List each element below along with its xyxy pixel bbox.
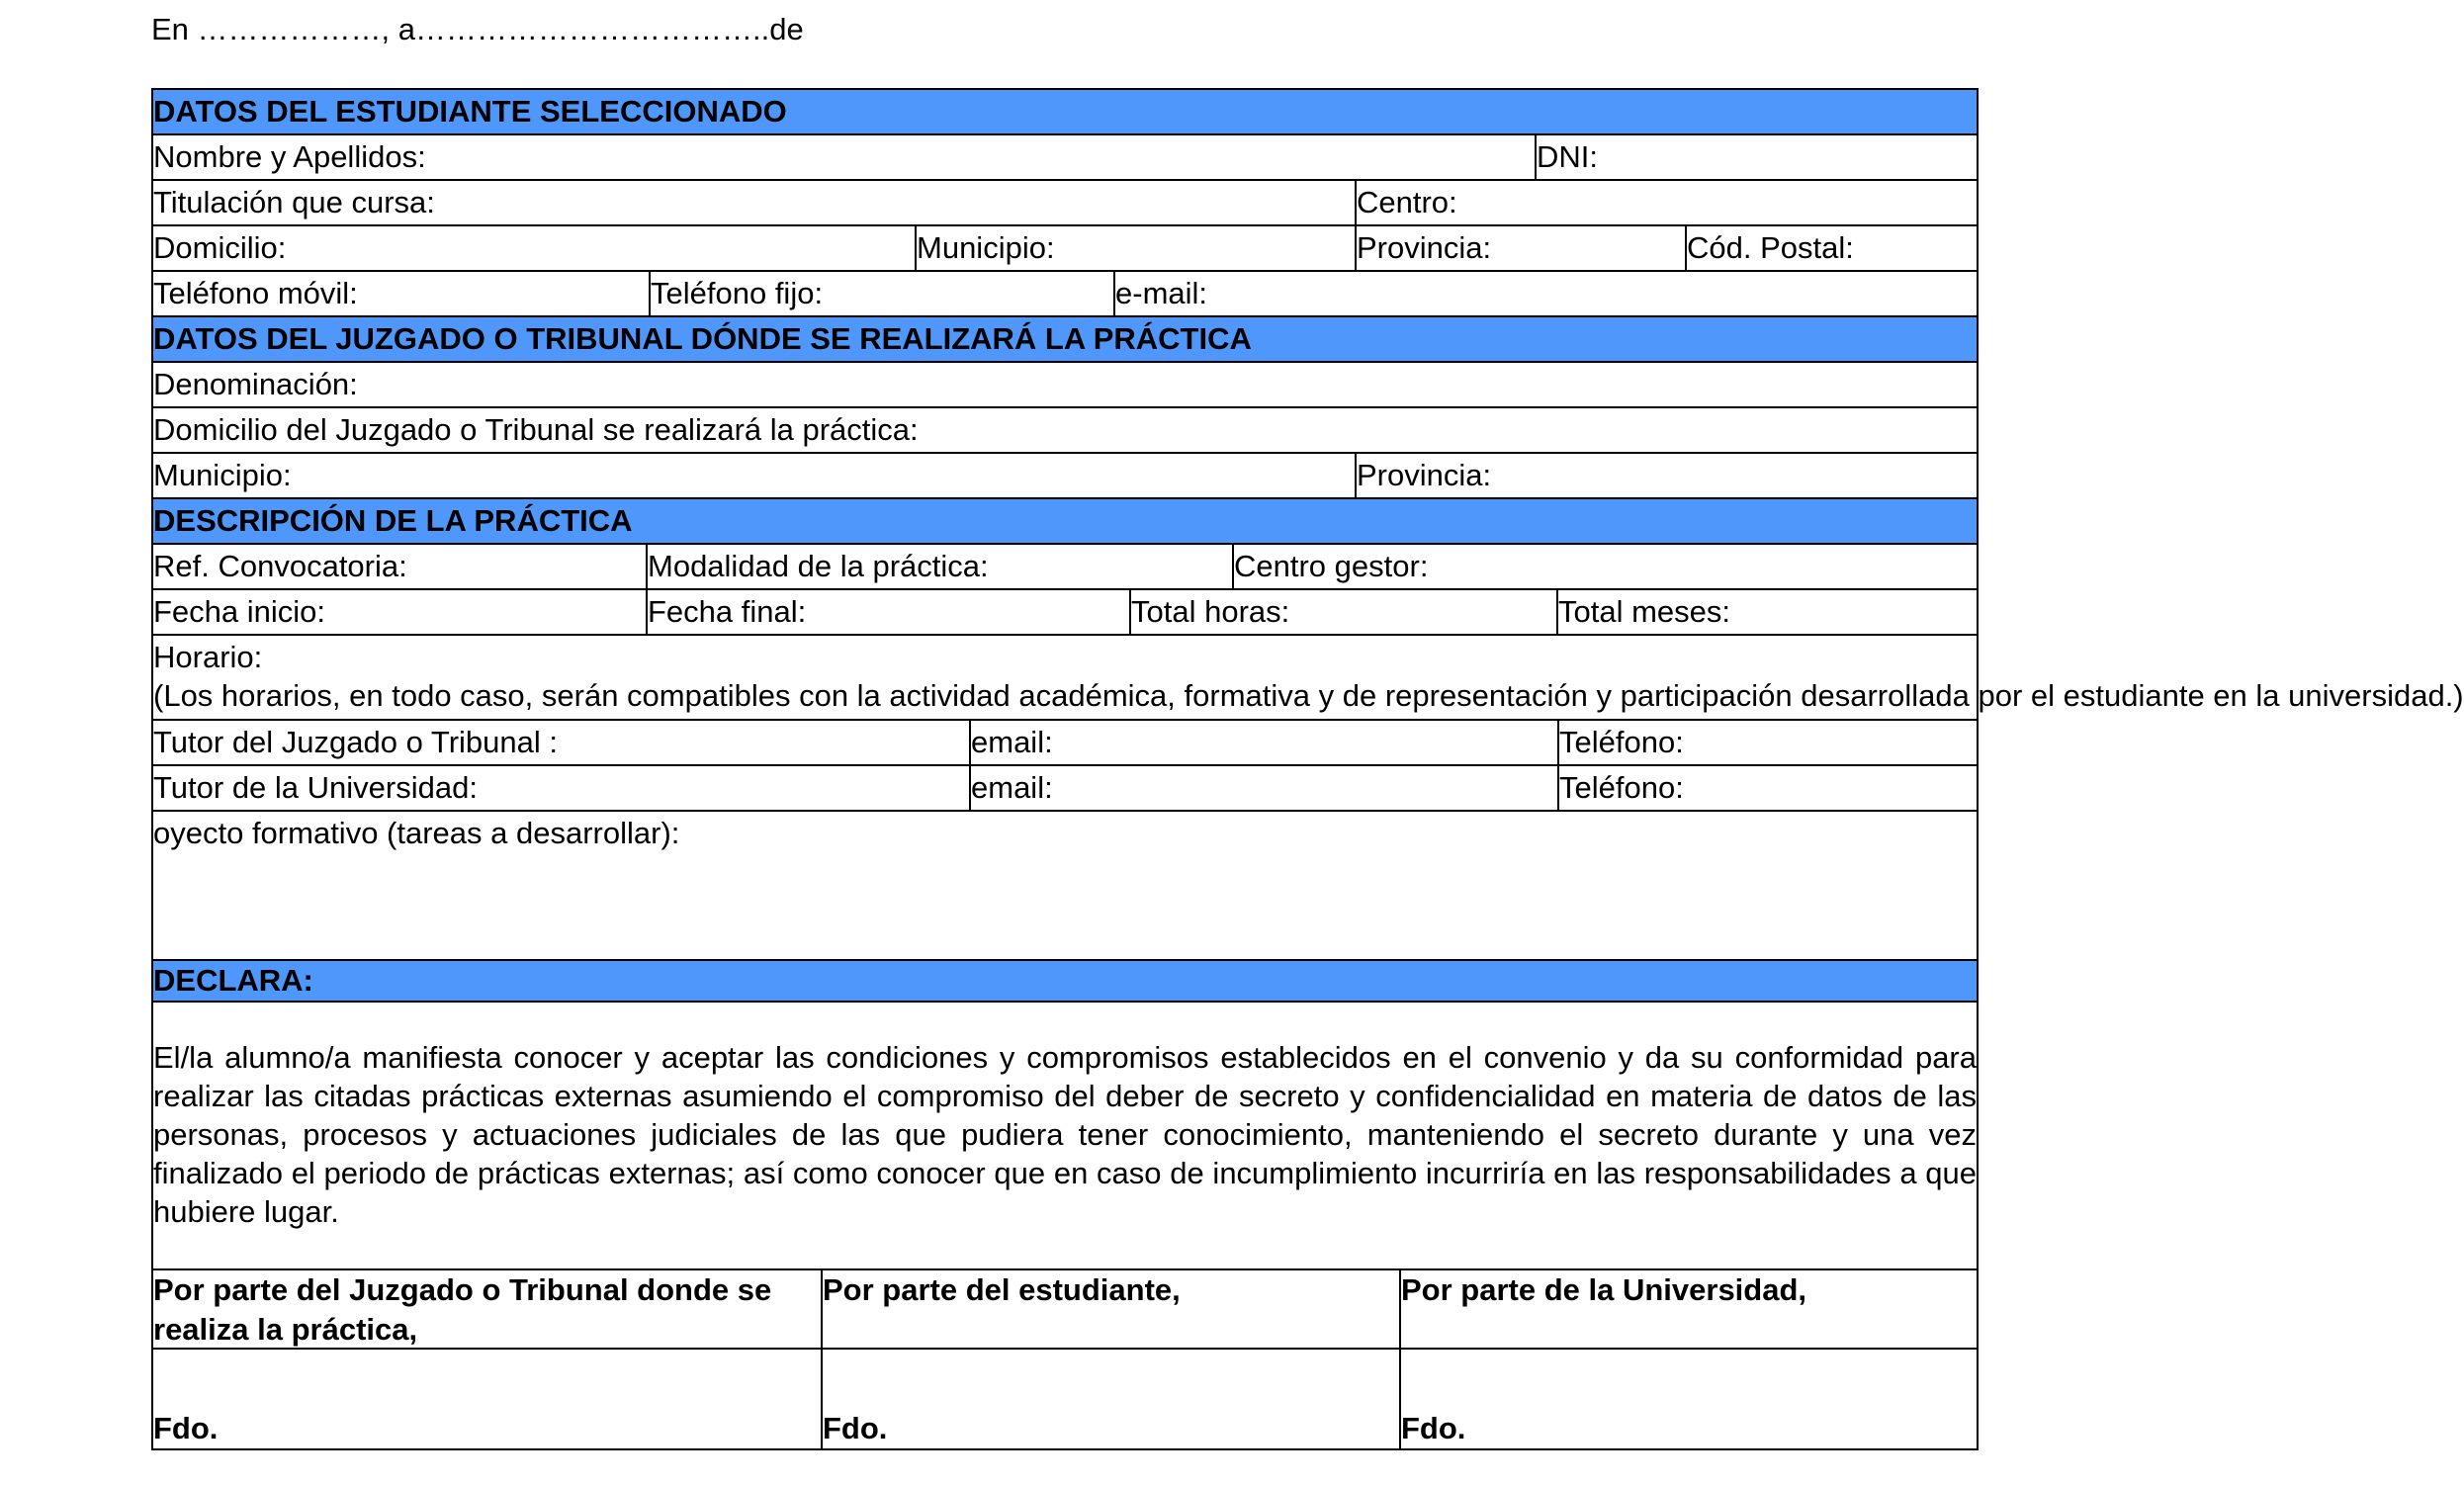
student-section-title: DATOS DEL ESTUDIANTE SELECCIONADO	[153, 90, 1977, 133]
row-court-domicilio	[153, 408, 1977, 454]
dni-field[interactable]: DNI:	[1537, 139, 1598, 174]
fdo-universidad-label: Fdo.	[1401, 1411, 1466, 1445]
row-proyecto	[153, 812, 1977, 961]
row-convocatoria	[153, 545, 1977, 590]
row-signature-headers	[153, 1270, 1977, 1350]
titulacion-field[interactable]: Titulación que cursa:	[153, 181, 1357, 224]
row-signature-fdo	[153, 1350, 1977, 1448]
tutor-univ-field[interactable]: Tutor de la Universidad:	[153, 766, 971, 810]
fdo-universidad[interactable]	[1401, 1350, 1977, 1448]
signature-estudiante-label: Por parte del estudiante,	[823, 1270, 1401, 1348]
tutor-juzgado-telefono-field[interactable]: Teléfono:	[1559, 725, 1684, 759]
fecha-inicio-field[interactable]: Fecha inicio:	[153, 590, 648, 634]
total-horas-field[interactable]: Total horas:	[1131, 590, 1558, 634]
fecha-final-field[interactable]: Fecha final:	[648, 590, 1131, 634]
row-tutor-juzgado	[153, 721, 1977, 766]
fdo-juzgado-label: Fdo.	[153, 1411, 219, 1445]
tutor-univ-telefono-field[interactable]: Teléfono:	[1559, 770, 1684, 805]
row-name	[153, 135, 1977, 181]
section-header-court	[153, 317, 1977, 363]
row-fechas	[153, 590, 1977, 636]
total-meses-field[interactable]: Total meses:	[1558, 594, 1731, 629]
horario-field[interactable]	[153, 636, 2464, 719]
cod-postal-field[interactable]: Cód. Postal:	[1687, 230, 1854, 265]
fdo-estudiante-label: Fdo.	[823, 1411, 888, 1445]
row-titulacion	[153, 181, 1977, 226]
tutor-juzgado-email-field[interactable]: email:	[971, 721, 1559, 764]
email-field[interactable]: e-mail:	[1115, 276, 1208, 310]
row-court-municipio	[153, 454, 1977, 499]
court-provincia-field[interactable]: Provincia:	[1357, 458, 1492, 492]
ref-convocatoria-field[interactable]: Ref. Convocatoria:	[153, 545, 648, 588]
section-header-declara	[153, 961, 1977, 1003]
court-domicilio-field[interactable]: Domicilio del Juzgado o Tribunal se realizará la práctica:	[153, 412, 919, 447]
fijo-field[interactable]: Teléfono fijo:	[651, 272, 1115, 315]
tutor-univ-email-field[interactable]: email:	[971, 766, 1559, 810]
centro-field[interactable]: Centro:	[1357, 185, 1457, 219]
municipio-field[interactable]: Municipio:	[917, 226, 1357, 270]
declara-section-title: DECLARA:	[153, 961, 1977, 1001]
fdo-juzgado[interactable]	[153, 1350, 823, 1448]
movil-field[interactable]: Teléfono móvil:	[153, 272, 651, 315]
declara-statement: El/la alumno/a manifiesta conocer y aceptar las condiciones y compromisos establecidos en el convenio y da su conformidad para realizar las citadas prácticas externas asumiendo el compromiso del deber de secreto y confidencialidad en materia de datos de las personas, procesos y actuaciones judiciales de las que pudiera tener conocimiento, manteniendo el secreto durante y una vez finalizado el periodo de prácticas externas; así como conocer que en caso de incumplimiento incurriría en las responsabilidades a que hubiere lugar.	[153, 1040, 1977, 1229]
provincia-field[interactable]: Provincia:	[1357, 226, 1687, 270]
fdo-estudiante[interactable]	[823, 1350, 1401, 1448]
section-header-practice	[153, 499, 1977, 545]
place-date-line: En ………………, a……………………………..de	[151, 12, 804, 46]
row-horario	[153, 636, 2464, 721]
row-telefono	[153, 272, 1977, 317]
section-header-student	[153, 90, 1977, 135]
nombre-field[interactable]: Nombre y Apellidos:	[153, 135, 1537, 179]
modalidad-field[interactable]: Modalidad de la práctica:	[648, 545, 1234, 588]
practice-section-title: DESCRIPCIÓN DE LA PRÁCTICA	[153, 499, 1977, 543]
horario-note: (Los horarios, en todo caso, serán compatibles con la actividad académica, formativa y de representación y participación desarrollada por el estudiante en la universidad.)	[153, 678, 2464, 713]
centro-gestor-field[interactable]: Centro gestor:	[1234, 549, 1429, 583]
row-declara-text	[153, 1003, 1977, 1270]
court-section-title: DATOS DEL JUZGADO O TRIBUNAL DÓNDE SE REALIZARÁ LA PRÁCTICA	[153, 317, 1977, 361]
practice-form	[151, 88, 2464, 1450]
horario-label: Horario:	[153, 640, 263, 674]
proyecto-formativo-field[interactable]: oyecto formativo (tareas a desarrollar):	[153, 816, 680, 850]
row-denominacion	[153, 363, 1977, 408]
tutor-juzgado-field[interactable]: Tutor del Juzgado o Tribunal :	[153, 721, 971, 764]
domicilio-field[interactable]: Domicilio:	[153, 226, 917, 270]
signature-universidad-label: Por parte de la Universidad,	[1401, 1272, 1807, 1307]
row-tutor-univ	[153, 766, 1977, 812]
row-domicilio	[153, 226, 1977, 272]
denominacion-field[interactable]: Denominación:	[153, 367, 358, 401]
signature-juzgado-label: Por parte del Juzgado o Tribunal donde se realiza la práctica,	[153, 1270, 823, 1348]
court-municipio-field[interactable]: Municipio:	[153, 454, 1357, 497]
